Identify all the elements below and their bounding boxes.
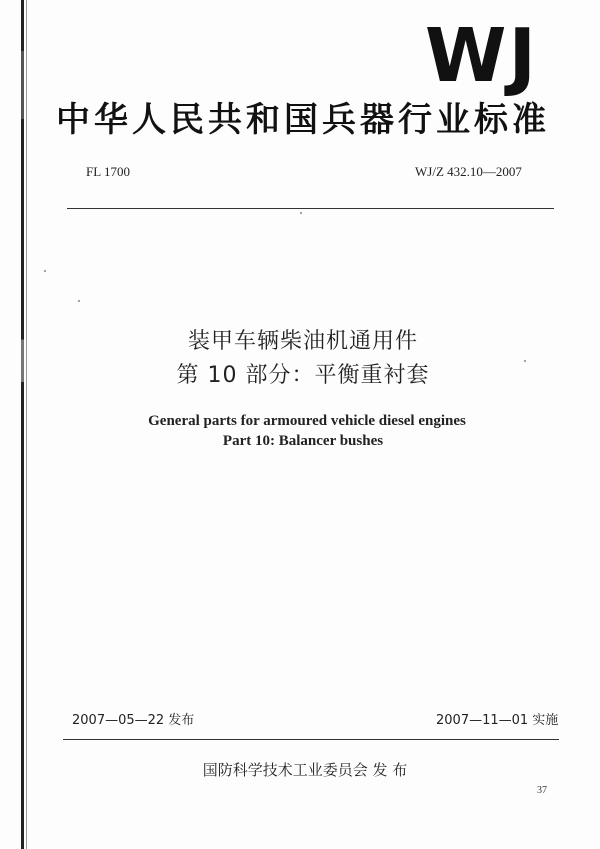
english-title-line-2: Part 10: Balancer bushes [222, 433, 384, 449]
english-title-line-1: General parts for armoured vehicle diesel engines [148, 413, 466, 429]
chinese-title-line-1: 装甲车辆柴油机通用件 [187, 329, 418, 354]
wj-logo: WJ [424, 13, 538, 99]
standard-number: WJ/Z 432.10—2007 [415, 164, 522, 179]
page-number: 37 [537, 785, 547, 796]
issue-date: 2007—05—22 发布 [72, 713, 195, 728]
footer-divider [63, 739, 559, 740]
scan-speck [300, 212, 302, 214]
scan-speck [44, 270, 46, 272]
organization-title: 中华人民共和国兵器行业标准 [56, 100, 550, 140]
scan-speck [524, 360, 526, 362]
implementation-date: 2007—11—01 实施 [436, 713, 559, 728]
header-divider [67, 208, 554, 209]
chinese-title-line-2: 第 10 部分：平衡重衬套 [176, 363, 430, 388]
publisher: 国防科学技术工业委员会 发 布 [202, 761, 408, 779]
classification-code: FL 1700 [86, 164, 130, 179]
scan-speck [78, 300, 80, 302]
